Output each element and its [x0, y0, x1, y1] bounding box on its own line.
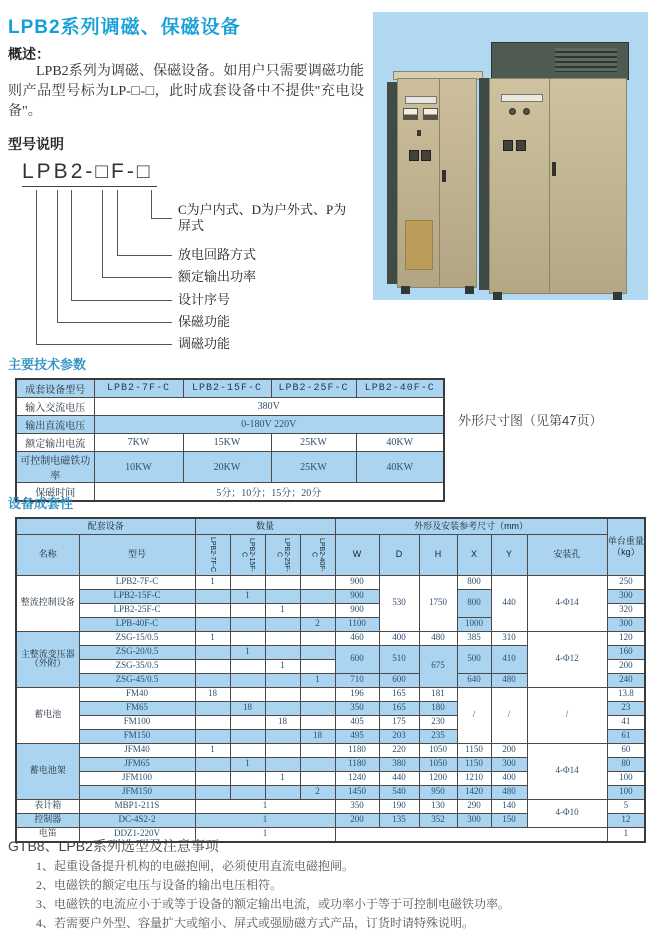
param-value: 380V	[94, 398, 444, 416]
cabinet-foot	[493, 292, 502, 300]
dim-cell: 510	[379, 645, 419, 673]
qty-cell	[230, 603, 265, 617]
qty-cell	[195, 603, 230, 617]
qty-cell: 1	[230, 645, 265, 659]
dim-cell: 175	[379, 715, 419, 729]
qty-cell	[230, 771, 265, 785]
dim-cell: 200	[335, 813, 379, 827]
model-cell: FM100	[79, 715, 195, 729]
qty-cell	[230, 575, 265, 589]
cabinet-right-side	[479, 78, 489, 290]
qty-cell	[195, 645, 230, 659]
model-cell: FM150	[79, 729, 195, 743]
weight-cell: 160	[607, 645, 645, 659]
qty-cell	[230, 687, 265, 701]
qty-cell: 18	[195, 687, 230, 701]
weight-cell: 320	[607, 603, 645, 617]
model-heading: 型号说明	[8, 136, 64, 152]
param-label: 输入交流电压	[16, 398, 94, 416]
params-col-header: 成套设备型号	[16, 379, 94, 398]
weight-cell: 80	[607, 757, 645, 771]
qty-cell	[300, 589, 335, 603]
hdr-qty: 数量	[195, 518, 335, 534]
qty-cell	[300, 757, 335, 771]
dim-cell: 196	[335, 687, 379, 701]
model-cell: LPB2-25F-C	[79, 603, 195, 617]
qty-cell: 1	[195, 743, 230, 757]
keyhole	[417, 130, 421, 136]
dim-cell: 530	[379, 575, 419, 631]
panel-button	[503, 140, 513, 151]
param-label: 额定输出电流	[16, 434, 94, 452]
dim-cell: 410	[491, 645, 527, 673]
weight-cell: 250	[607, 575, 645, 589]
callout-line	[102, 277, 172, 278]
param-label: 可控制电磁铁功率	[16, 452, 94, 483]
overview-paragraph: LPB2系列为调磁、保磁设备。如用户只需要调磁功能则产品型号标为LP-□-□，此时成套设备中不提供"充电设备"。	[8, 64, 364, 119]
callout-label: C为户内式、D为户外式、P为屏式	[178, 202, 347, 233]
param-value: 40KW	[356, 452, 444, 483]
weight-cell: 120	[607, 631, 645, 645]
dim-cell: 350	[335, 799, 379, 813]
dim-cell: /	[491, 687, 527, 743]
qty-cell: 1	[265, 771, 300, 785]
qty-cell: 1	[265, 603, 300, 617]
params-table	[15, 378, 445, 502]
hdr-dim-w: W	[335, 534, 379, 575]
indicator-lamp	[523, 108, 530, 115]
dim-cell: 460	[335, 631, 379, 645]
params-col-header: LPB2-7F-C	[94, 379, 183, 398]
product-photo	[373, 12, 648, 300]
weight-cell: 1	[607, 827, 645, 842]
dim-cell: 1050	[419, 757, 457, 771]
qty-cell	[230, 659, 265, 673]
model-code: LPB2-□F-□	[22, 160, 157, 187]
qty-cell	[230, 729, 265, 743]
callout-line	[117, 190, 118, 255]
dim-cell: 150	[491, 813, 527, 827]
model-cell: ZSG-20/0.5	[79, 645, 195, 659]
callout-line	[71, 190, 72, 300]
dim-cell: 1420	[457, 785, 491, 799]
model-cell: DDZ1-220V	[79, 827, 195, 842]
param-label: 保磁时间	[16, 483, 94, 502]
dim-cell: 300	[457, 813, 491, 827]
param-value: 5分；10分；15分；20分	[94, 483, 444, 502]
param-value: 20KW	[183, 452, 271, 483]
hdr-model-col: LPB2-15F-C	[230, 534, 265, 575]
dim-cell: 640	[457, 673, 491, 687]
dim-cell: 900	[335, 589, 379, 603]
cabinet-foot	[465, 286, 474, 294]
qty-cell	[265, 701, 300, 715]
mount-hole-cell: 4-Φ12	[527, 631, 607, 687]
hdr-model-col: LPB2-25F-C	[265, 534, 300, 575]
door-seam	[549, 78, 550, 292]
mount-hole-cell: /	[527, 687, 607, 743]
door-seam	[439, 78, 440, 286]
dim-cell: 140	[491, 799, 527, 813]
qty-cell	[300, 659, 335, 673]
panel-button	[516, 140, 526, 151]
dim-cell: 1180	[335, 743, 379, 757]
dim-cell: 800	[457, 589, 491, 617]
meter	[423, 108, 438, 120]
qty-cell	[230, 617, 265, 631]
callout-line	[57, 190, 58, 322]
callout-line	[57, 322, 172, 323]
qty-cell: 1	[195, 575, 230, 589]
weight-cell: 23	[607, 701, 645, 715]
group-name: 蓄电池架	[16, 743, 79, 799]
param-value: 25KW	[271, 434, 356, 452]
dim-cell: 495	[335, 729, 379, 743]
model-cell: JFM40	[79, 743, 195, 757]
weight-cell: 300	[607, 617, 645, 631]
panel-button	[409, 150, 419, 161]
weight-cell: 61	[607, 729, 645, 743]
dim-cell: 440	[379, 771, 419, 785]
model-cell: FM65	[79, 701, 195, 715]
hdr-dim-d: D	[379, 534, 419, 575]
callout-line	[117, 255, 172, 256]
dim-cell: 600	[335, 645, 379, 673]
dim-cell: 480	[491, 785, 527, 799]
outline-dimension-note: 外形尺寸图（见第47页）	[458, 413, 603, 428]
qty-cell: 1	[195, 799, 335, 813]
group-name: 主整流变压器（外附）	[16, 631, 79, 687]
model-cell: MBP1-211S	[79, 799, 195, 813]
hdr-dims: 外形及安装参考尺寸（mm）	[335, 518, 607, 534]
hdr-model-col: LPB2-40F-C	[300, 534, 335, 575]
model-cell: JFM65	[79, 757, 195, 771]
qty-cell	[195, 701, 230, 715]
qty-cell	[265, 617, 300, 631]
qty-cell: 1	[195, 631, 230, 645]
hdr-dim-x: X	[457, 534, 491, 575]
equip-table	[15, 517, 646, 843]
qty-cell	[300, 687, 335, 701]
dim-cell: 380	[379, 757, 419, 771]
dim-cell: 800	[457, 575, 491, 589]
weight-cell: 200	[607, 659, 645, 673]
callout-label: 设计序号	[178, 292, 231, 307]
weight-cell: 13.8	[607, 687, 645, 701]
qty-cell: 18	[230, 701, 265, 715]
dim-cell: 220	[379, 743, 419, 757]
qty-cell	[195, 715, 230, 729]
dim-cell: 1450	[335, 785, 379, 799]
qty-cell	[195, 729, 230, 743]
qty-cell	[300, 771, 335, 785]
model-cell: ZSG-15/0.5	[79, 631, 195, 645]
qty-cell	[265, 575, 300, 589]
dim-cell: 900	[335, 575, 379, 589]
dim-cell: 300	[491, 757, 527, 771]
param-value: 40KW	[356, 434, 444, 452]
qty-cell: 1	[230, 757, 265, 771]
qty-cell: 2	[300, 617, 335, 631]
weight-cell: 300	[607, 589, 645, 603]
qty-cell	[300, 701, 335, 715]
dim-cell: 180	[419, 701, 457, 715]
dim-cell: 385	[457, 631, 491, 645]
dim-cell: /	[457, 687, 491, 743]
group-name: 电笛	[16, 827, 79, 842]
group-name: 表计箱	[16, 799, 79, 813]
dim-cell: 440	[491, 575, 527, 631]
weight-cell: 100	[607, 771, 645, 785]
mount-hole-cell: 4-Φ10	[527, 799, 607, 827]
weight-cell: 240	[607, 673, 645, 687]
dim-cell: 600	[379, 673, 419, 687]
callout-label: 保磁功能	[178, 314, 231, 329]
qty-cell	[265, 757, 300, 771]
group-name: 蓄电池	[16, 687, 79, 743]
callout-label: 调磁功能	[178, 336, 231, 351]
qty-cell	[300, 603, 335, 617]
dim-cell: 130	[419, 799, 457, 813]
hdr-dim-y: Y	[491, 534, 527, 575]
dim-cell: 1100	[335, 617, 379, 631]
param-value: 0-180V 220V	[94, 416, 444, 434]
model-cell: JFM150	[79, 785, 195, 799]
qty-cell	[195, 589, 230, 603]
qty-cell: 1	[195, 813, 335, 827]
qty-cell	[265, 785, 300, 799]
qty-cell	[195, 771, 230, 785]
qty-cell	[265, 687, 300, 701]
qty-cell	[195, 673, 230, 687]
hdr-model: 型号	[79, 534, 195, 575]
hdr-mount-hole: 安装孔	[527, 534, 607, 575]
dim-cell: 1150	[457, 757, 491, 771]
dim-cell: 900	[335, 603, 379, 617]
callout-line	[36, 344, 172, 345]
weight-cell: 41	[607, 715, 645, 729]
qty-cell	[300, 631, 335, 645]
param-value: 15KW	[183, 434, 271, 452]
qty-cell	[230, 715, 265, 729]
dim-cell: 1750	[419, 575, 457, 631]
dim-cell: 230	[419, 715, 457, 729]
model-cell: LPB2-7F-C	[79, 575, 195, 589]
cabinet-left-nameplate	[405, 96, 437, 104]
qty-cell: 1	[230, 589, 265, 603]
hdr-model-col: LPB2-7F-C	[195, 534, 230, 575]
qty-cell: 2	[300, 785, 335, 799]
meter	[403, 108, 418, 120]
qty-cell	[300, 715, 335, 729]
dim-cell: 1000	[457, 617, 491, 631]
dim-cell: 1210	[457, 771, 491, 785]
dim-cell: 165	[379, 701, 419, 715]
model-cell: DC-4S2-2	[79, 813, 195, 827]
qty-cell	[230, 743, 265, 757]
dim-cell: 200	[491, 743, 527, 757]
qty-cell	[300, 645, 335, 659]
qty-cell	[265, 589, 300, 603]
callout-line	[71, 300, 172, 301]
weight-cell: 60	[607, 743, 645, 757]
weight-cell: 12	[607, 813, 645, 827]
dim-cell	[335, 827, 607, 842]
hdr-dim-h: H	[419, 534, 457, 575]
dim-cell: 1180	[335, 757, 379, 771]
qty-cell	[265, 729, 300, 743]
mount-hole-cell: 4-Φ14	[527, 575, 607, 631]
cabinet-foot	[613, 292, 622, 300]
dim-cell: 540	[379, 785, 419, 799]
model-cell: LPB-40F-C	[79, 617, 195, 631]
dim-cell: 1200	[419, 771, 457, 785]
model-cell: JFM100	[79, 771, 195, 785]
dim-cell: 1050	[419, 743, 457, 757]
dim-cell: 290	[457, 799, 491, 813]
weight-cell: 5	[607, 799, 645, 813]
qty-cell: 1	[300, 673, 335, 687]
dim-cell: 500	[457, 645, 491, 673]
params-col-header: LPB2-15F-C	[183, 379, 271, 398]
dim-cell: 350	[335, 701, 379, 715]
door-handle	[442, 170, 446, 182]
qty-cell	[195, 785, 230, 799]
dim-cell: 190	[379, 799, 419, 813]
dim-cell: 400	[379, 631, 419, 645]
page-title: LPB2系列调磁、保磁设备	[8, 17, 241, 38]
note-item: 1、起重设备提升机构的电磁抱闸，必须使用直流电磁抱闸。	[36, 859, 355, 873]
group-name: 整流控制设备	[16, 575, 79, 631]
dim-cell: 165	[379, 687, 419, 701]
qty-cell	[265, 645, 300, 659]
model-diagram	[0, 158, 372, 358]
callout-label: 额定输出功率	[178, 269, 257, 284]
qty-cell: 1	[265, 659, 300, 673]
callout-line	[36, 190, 37, 344]
group-name: 控制器	[16, 813, 79, 827]
hdr-supply: 配套设备	[16, 518, 195, 534]
qty-cell	[195, 757, 230, 771]
param-value: 10KW	[94, 452, 183, 483]
dim-cell: 235	[419, 729, 457, 743]
hdr-name: 名称	[16, 534, 79, 575]
overview-heading: 概述：	[8, 46, 50, 62]
qty-cell: 1	[195, 827, 335, 842]
hdr-unit-weight: 单台重量（kg）	[607, 518, 645, 575]
model-cell: ZSG-45/0.5	[79, 673, 195, 687]
dim-cell: 1240	[335, 771, 379, 785]
callout-line	[151, 218, 172, 219]
qty-cell	[265, 631, 300, 645]
dim-cell: 405	[335, 715, 379, 729]
model-cell: LPB2-15F-C	[79, 589, 195, 603]
model-cell: FM40	[79, 687, 195, 701]
dim-cell: 400	[491, 771, 527, 785]
qty-cell: 18	[265, 715, 300, 729]
qty-cell	[300, 575, 335, 589]
note-item: 2、电磁铁的额定电压与设备的输出电压相符。	[36, 878, 283, 892]
door-handle	[552, 162, 556, 176]
note-item: 3、电磁铁的电流应小于或等于设备的额定输出电流，或功率小于等于可控制电磁铁功率。	[36, 897, 511, 911]
model-cell: ZSG-35/0.5	[79, 659, 195, 673]
qty-cell	[230, 673, 265, 687]
dim-cell: 310	[491, 631, 527, 645]
dim-cell: 1150	[457, 743, 491, 757]
callout-line	[151, 190, 152, 218]
dim-cell: 480	[419, 631, 457, 645]
notes-heading: GTB8、LPB2系列选型及注意事项	[8, 838, 219, 854]
dim-cell: 203	[379, 729, 419, 743]
params-col-header: LPB2-40F-C	[356, 379, 444, 398]
qty-cell	[195, 659, 230, 673]
qty-cell: 18	[300, 729, 335, 743]
param-label: 输出直流电压	[16, 416, 94, 434]
qty-cell	[265, 743, 300, 757]
qty-cell	[300, 743, 335, 757]
dim-cell: 950	[419, 785, 457, 799]
notes-list	[36, 857, 510, 933]
equip-heading: 设备成套性	[8, 496, 74, 511]
callout-line	[102, 190, 103, 277]
dim-cell: 480	[491, 673, 527, 687]
vent-slots	[555, 48, 617, 72]
panel-button	[421, 150, 431, 161]
params-col-header: LPB2-25F-C	[271, 379, 356, 398]
qty-cell	[195, 617, 230, 631]
dim-cell: 135	[379, 813, 419, 827]
cabinet-right-nameplate	[501, 94, 543, 102]
callout-label: 放电回路方式	[178, 247, 257, 262]
mount-hole-cell: 4-Φ14	[527, 743, 607, 799]
params-heading: 主要技术参数	[8, 357, 87, 372]
note-item: 4、若需要户外型、容量扩大或缩小、屏式或强励磁方式产品，订货时请特殊说明。	[36, 916, 475, 930]
qty-cell	[230, 631, 265, 645]
dim-cell: 352	[419, 813, 457, 827]
cabinet-foot	[401, 286, 410, 294]
dim-cell: 675	[419, 645, 457, 687]
qty-cell	[265, 673, 300, 687]
qty-cell	[230, 785, 265, 799]
dim-cell: 710	[335, 673, 379, 687]
param-value: 7KW	[94, 434, 183, 452]
cabinet-left-side	[387, 82, 397, 284]
dim-cell: 181	[419, 687, 457, 701]
indicator-lamp	[509, 108, 516, 115]
param-value: 25KW	[271, 452, 356, 483]
vent-panel	[405, 220, 433, 270]
weight-cell: 100	[607, 785, 645, 799]
